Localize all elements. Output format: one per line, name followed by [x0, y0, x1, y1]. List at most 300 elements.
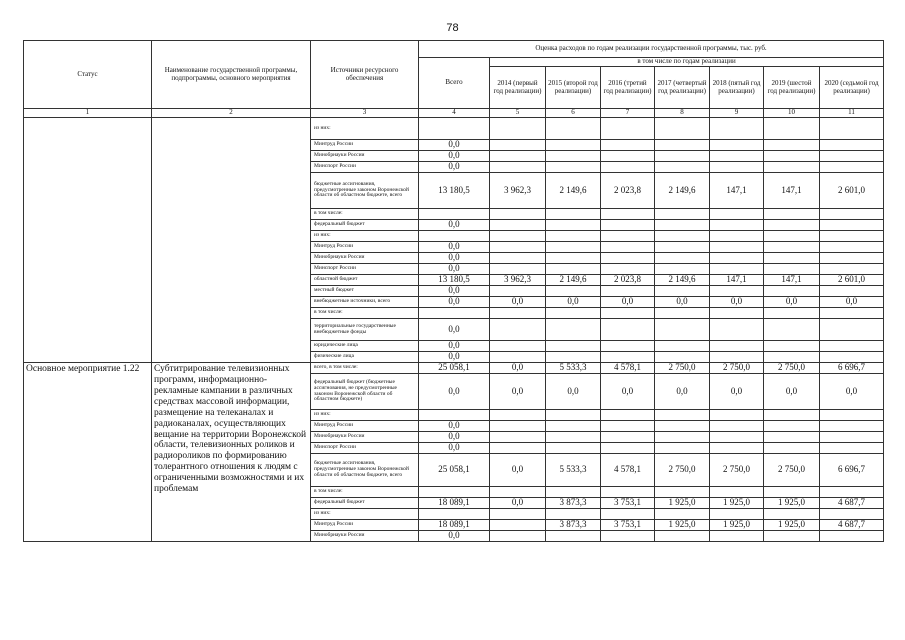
value-cell: 0,0 [490, 498, 546, 509]
column-number: 1 [24, 109, 152, 118]
value-cell [764, 352, 820, 363]
value-cell [490, 151, 546, 162]
value-cell: 2 023,8 [601, 275, 655, 286]
source-label: Минспорт России [311, 443, 419, 454]
source-label: всего, в том числе: [311, 363, 419, 374]
column-number: 6 [546, 109, 601, 118]
value-cell: 5 533,3 [546, 363, 601, 374]
value-cell [419, 308, 490, 319]
value-cell [710, 220, 764, 231]
value-cell [764, 242, 820, 253]
value-cell [764, 162, 820, 173]
value-cell [820, 341, 884, 352]
value-cell: 0,0 [820, 297, 884, 308]
source-label: территориальные государственные внебюджетные фонды [311, 319, 419, 341]
column-numbers-row [24, 109, 884, 118]
value-cell [764, 432, 820, 443]
value-cell [546, 410, 601, 421]
header-sources: Источники ресурсного обеспечения [311, 41, 419, 109]
value-cell [820, 432, 884, 443]
source-label: Минтруд России [311, 140, 419, 151]
value-cell [546, 118, 601, 140]
value-cell: 0,0 [419, 220, 490, 231]
column-number: 5 [490, 109, 546, 118]
source-label: из них: [311, 410, 419, 421]
value-cell: 3 753,1 [601, 520, 655, 531]
value-cell [655, 162, 710, 173]
value-cell [490, 308, 546, 319]
source-label: Минспорт России [311, 264, 419, 275]
value-cell: 0,0 [490, 297, 546, 308]
value-cell [820, 319, 884, 341]
value-cell: 0,0 [710, 297, 764, 308]
source-label: физические лица [311, 352, 419, 363]
source-label: областной бюджет [311, 275, 419, 286]
value-cell [490, 341, 546, 352]
value-cell [710, 410, 764, 421]
value-cell [546, 443, 601, 454]
value-cell [419, 487, 490, 498]
source-label: Минобрнауки России [311, 432, 419, 443]
value-cell [490, 140, 546, 151]
value-cell: 2 750,0 [655, 363, 710, 374]
value-cell [490, 220, 546, 231]
value-cell [764, 410, 820, 421]
value-cell [419, 118, 490, 140]
value-cell: 4 687,7 [820, 498, 884, 509]
value-cell [710, 140, 764, 151]
value-cell: 6 696,7 [820, 363, 884, 374]
source-label: из них: [311, 509, 419, 520]
source-label: Минспорт России [311, 162, 419, 173]
value-cell: 2 601,0 [820, 275, 884, 286]
value-cell: 2 750,0 [710, 363, 764, 374]
column-number: 8 [655, 109, 710, 118]
column-number: 3 [311, 109, 419, 118]
value-cell [601, 118, 655, 140]
value-cell: 2 023,8 [601, 173, 655, 209]
value-cell [601, 264, 655, 275]
value-cell: 13 180,5 [419, 173, 490, 209]
value-cell [655, 410, 710, 421]
column-number: 7 [601, 109, 655, 118]
value-cell: 25 058,1 [419, 363, 490, 374]
value-cell [601, 308, 655, 319]
column-number: 10 [764, 109, 820, 118]
source-label: местный бюджет [311, 286, 419, 297]
column-number: 2 [152, 109, 311, 118]
value-cell: 25 058,1 [419, 454, 490, 487]
header-total: Всего [419, 58, 490, 109]
value-cell: 4 687,7 [820, 520, 884, 531]
value-cell: 0,0 [419, 341, 490, 352]
source-label: из них: [311, 231, 419, 242]
value-cell [655, 140, 710, 151]
value-cell [764, 308, 820, 319]
value-cell: 147,1 [764, 275, 820, 286]
value-cell: 147,1 [710, 275, 764, 286]
value-cell [820, 209, 884, 220]
value-cell: 18 089,1 [419, 498, 490, 509]
value-cell: 3 873,3 [546, 498, 601, 509]
source-label: Минобрнауки России [311, 253, 419, 264]
column-number: 4 [419, 109, 490, 118]
status-cell-empty [24, 118, 152, 363]
value-cell [710, 341, 764, 352]
value-cell [820, 308, 884, 319]
value-cell [601, 162, 655, 173]
value-cell [820, 509, 884, 520]
value-cell [490, 253, 546, 264]
header-year: 2015 (второй год реализации) [546, 67, 601, 109]
value-cell [601, 253, 655, 264]
value-cell [546, 421, 601, 432]
value-cell [820, 220, 884, 231]
value-cell: 2 149,6 [655, 275, 710, 286]
value-cell [490, 520, 546, 531]
value-cell [710, 487, 764, 498]
value-cell [820, 531, 884, 542]
value-cell [419, 410, 490, 421]
value-cell [546, 151, 601, 162]
value-cell [546, 264, 601, 275]
event-status: Основное мероприятие 1.22 [24, 363, 152, 542]
value-cell [655, 443, 710, 454]
table-row [24, 118, 884, 140]
value-cell [710, 209, 764, 220]
value-cell: 0,0 [820, 374, 884, 410]
value-cell [546, 209, 601, 220]
value-cell: 3 962,3 [490, 275, 546, 286]
value-cell [601, 509, 655, 520]
value-cell [764, 443, 820, 454]
value-cell: 0,0 [546, 297, 601, 308]
value-cell [820, 410, 884, 421]
resource-table [23, 40, 884, 542]
source-label: федеральный бюджет (бюджетные ассигнования, не предусмотренные законом Воронежской области об областном бюджете) [311, 374, 419, 410]
value-cell: 13 180,5 [419, 275, 490, 286]
value-cell: 2 149,6 [655, 173, 710, 209]
value-cell [655, 253, 710, 264]
header-estimate: Оценка расходов по годам реализации государственной программы, тыс. руб. [419, 41, 884, 58]
value-cell [655, 341, 710, 352]
value-cell [710, 308, 764, 319]
value-cell [710, 231, 764, 242]
value-cell [710, 421, 764, 432]
value-cell [419, 509, 490, 520]
value-cell [490, 487, 546, 498]
value-cell [820, 352, 884, 363]
value-cell [655, 319, 710, 341]
value-cell [490, 286, 546, 297]
value-cell [820, 151, 884, 162]
value-cell [655, 352, 710, 363]
value-cell [601, 151, 655, 162]
value-cell [764, 487, 820, 498]
value-cell [490, 432, 546, 443]
value-cell [419, 209, 490, 220]
value-cell: 0,0 [419, 264, 490, 275]
value-cell [490, 443, 546, 454]
value-cell [710, 264, 764, 275]
value-cell: 3 753,1 [601, 498, 655, 509]
header-year: 2019 (шестой год реализации) [764, 67, 820, 109]
value-cell [764, 253, 820, 264]
value-cell: 2 750,0 [764, 363, 820, 374]
value-cell: 0,0 [710, 374, 764, 410]
value-cell [764, 220, 820, 231]
value-cell [546, 509, 601, 520]
value-cell [490, 264, 546, 275]
value-cell: 2 149,6 [546, 275, 601, 286]
value-cell: 0,0 [764, 374, 820, 410]
value-cell [546, 220, 601, 231]
value-cell: 0,0 [419, 443, 490, 454]
value-cell [546, 308, 601, 319]
value-cell: 0,0 [546, 374, 601, 410]
value-cell [546, 319, 601, 341]
value-cell: 0,0 [601, 297, 655, 308]
value-cell: 0,0 [419, 151, 490, 162]
value-cell: 6 696,7 [820, 454, 884, 487]
source-label: Минтруд России [311, 242, 419, 253]
value-cell [820, 162, 884, 173]
value-cell [601, 231, 655, 242]
value-cell: 0,0 [419, 140, 490, 151]
value-cell [820, 487, 884, 498]
value-cell: 2 750,0 [710, 454, 764, 487]
value-cell [655, 220, 710, 231]
value-cell [764, 151, 820, 162]
value-cell: 2 601,0 [820, 173, 884, 209]
value-cell: 0,0 [490, 374, 546, 410]
value-cell [601, 140, 655, 151]
value-cell [490, 162, 546, 173]
value-cell: 0,0 [419, 374, 490, 410]
value-cell: 0,0 [655, 297, 710, 308]
value-cell: 0,0 [419, 421, 490, 432]
value-cell [710, 242, 764, 253]
value-cell [764, 509, 820, 520]
value-cell: 0,0 [655, 374, 710, 410]
value-cell [490, 209, 546, 220]
value-cell [490, 118, 546, 140]
value-cell [546, 253, 601, 264]
source-label: из них: [311, 118, 419, 140]
value-cell [710, 162, 764, 173]
value-cell: 3 873,3 [546, 520, 601, 531]
value-cell [546, 140, 601, 151]
value-cell [710, 432, 764, 443]
value-cell [655, 118, 710, 140]
value-cell [764, 118, 820, 140]
value-cell [655, 432, 710, 443]
table-row [24, 363, 884, 374]
value-cell: 0,0 [490, 363, 546, 374]
name-cell-empty [152, 118, 311, 363]
value-cell: 1 925,0 [710, 520, 764, 531]
value-cell [601, 209, 655, 220]
value-cell [490, 421, 546, 432]
source-label: внебюджетные источники, всего [311, 297, 419, 308]
value-cell [601, 421, 655, 432]
value-cell [710, 253, 764, 264]
value-cell: 0,0 [419, 531, 490, 542]
value-cell [655, 242, 710, 253]
value-cell [710, 352, 764, 363]
value-cell: 4 578,1 [601, 363, 655, 374]
source-label: бюджетные ассигнования, предусмотренные законом Воронежской области об областном бюджете, всего [311, 173, 419, 209]
source-label: Минтруд России [311, 520, 419, 531]
value-cell: 0,0 [419, 253, 490, 264]
source-label: Минобрнауки России [311, 151, 419, 162]
value-cell: 5 533,3 [546, 454, 601, 487]
value-cell [490, 352, 546, 363]
value-cell: 0,0 [419, 242, 490, 253]
value-cell: 1 925,0 [655, 498, 710, 509]
value-cell [490, 319, 546, 341]
value-cell [601, 352, 655, 363]
value-cell [820, 421, 884, 432]
value-cell: 0,0 [764, 297, 820, 308]
value-cell [546, 531, 601, 542]
value-cell [490, 410, 546, 421]
value-cell [820, 264, 884, 275]
value-cell [764, 319, 820, 341]
value-cell [710, 118, 764, 140]
value-cell: 0,0 [419, 432, 490, 443]
value-cell [601, 531, 655, 542]
value-cell: 0,0 [490, 454, 546, 487]
value-cell [764, 421, 820, 432]
value-cell [601, 341, 655, 352]
value-cell [764, 531, 820, 542]
value-cell [655, 151, 710, 162]
value-cell [655, 308, 710, 319]
value-cell [546, 341, 601, 352]
value-cell [546, 231, 601, 242]
value-cell: 2 149,6 [546, 173, 601, 209]
value-cell: 0,0 [419, 162, 490, 173]
value-cell [546, 286, 601, 297]
value-cell [764, 286, 820, 297]
header-year: 2020 (седьмой год реализации) [820, 67, 884, 109]
value-cell [710, 531, 764, 542]
value-cell: 147,1 [764, 173, 820, 209]
value-cell [490, 531, 546, 542]
page-number: 78 [446, 22, 459, 34]
value-cell: 1 925,0 [764, 520, 820, 531]
value-cell [655, 421, 710, 432]
source-label: Минтруд России [311, 421, 419, 432]
value-cell: 0,0 [419, 297, 490, 308]
source-label: юридические лица [311, 341, 419, 352]
value-cell [601, 443, 655, 454]
value-cell [710, 443, 764, 454]
value-cell [820, 140, 884, 151]
value-cell [655, 531, 710, 542]
value-cell [601, 242, 655, 253]
value-cell [820, 443, 884, 454]
value-cell: 0,0 [419, 352, 490, 363]
value-cell [764, 341, 820, 352]
value-cell [490, 509, 546, 520]
value-cell [710, 286, 764, 297]
column-number: 11 [820, 109, 884, 118]
value-cell [820, 118, 884, 140]
source-label: федеральный бюджет [311, 220, 419, 231]
value-cell [490, 231, 546, 242]
value-cell [601, 410, 655, 421]
event-name: Субтитрирование телевизионных программ, информационно-рекламные кампании в различных средствах массовой информации, размещение на телеканалах и радиоканалах, осуществляющих вещание на территории Воронежской области, телевизионных роликов и радиороликов по формированию толерантного отношения к людям с ограниченными возможностями и их проблемам [152, 363, 311, 542]
value-cell [764, 231, 820, 242]
value-cell [601, 286, 655, 297]
value-cell [710, 319, 764, 341]
value-cell [655, 209, 710, 220]
value-cell: 0,0 [419, 319, 490, 341]
value-cell: 1 925,0 [710, 498, 764, 509]
value-cell [820, 231, 884, 242]
column-number: 9 [710, 109, 764, 118]
header-incl: в том числе по годам реализации [490, 58, 884, 67]
value-cell [601, 220, 655, 231]
value-cell [655, 264, 710, 275]
value-cell [764, 140, 820, 151]
value-cell: 2 750,0 [655, 454, 710, 487]
value-cell [710, 509, 764, 520]
value-cell [546, 162, 601, 173]
header-name: Наименование государственной программы, подпрограммы, основного мероприятия [152, 41, 311, 109]
value-cell [655, 231, 710, 242]
value-cell [820, 286, 884, 297]
source-label: Минобрнауки России [311, 531, 419, 542]
header-status: Статус [24, 41, 152, 109]
source-label: в том числе: [311, 487, 419, 498]
value-cell [546, 352, 601, 363]
source-label: бюджетные ассигнования, предусмотренные законом Воронежской области об областном бюджете, всего [311, 454, 419, 487]
value-cell: 1 925,0 [764, 498, 820, 509]
source-label: федеральный бюджет [311, 498, 419, 509]
value-cell: 1 925,0 [655, 520, 710, 531]
value-cell: 4 578,1 [601, 454, 655, 487]
value-cell [655, 487, 710, 498]
value-cell [546, 487, 601, 498]
value-cell: 0,0 [601, 374, 655, 410]
value-cell [764, 209, 820, 220]
value-cell: 3 962,3 [490, 173, 546, 209]
header-year: 2014 (первый год реализации) [490, 67, 546, 109]
value-cell [710, 151, 764, 162]
value-cell: 0,0 [419, 286, 490, 297]
value-cell [419, 231, 490, 242]
header-year: 2016 (третий год реализации) [601, 67, 655, 109]
source-label: в том числе: [311, 209, 419, 220]
value-cell [601, 319, 655, 341]
value-cell [601, 432, 655, 443]
value-cell [655, 509, 710, 520]
value-cell [546, 242, 601, 253]
value-cell [820, 253, 884, 264]
value-cell: 2 750,0 [764, 454, 820, 487]
source-label: в том числе: [311, 308, 419, 319]
value-cell [490, 242, 546, 253]
header-year: 2017 (четвертый год реализации) [655, 67, 710, 109]
value-cell [764, 264, 820, 275]
value-cell: 147,1 [710, 173, 764, 209]
header-year: 2018 (пятый год реализации) [710, 67, 764, 109]
value-cell: 18 089,1 [419, 520, 490, 531]
value-cell [546, 432, 601, 443]
